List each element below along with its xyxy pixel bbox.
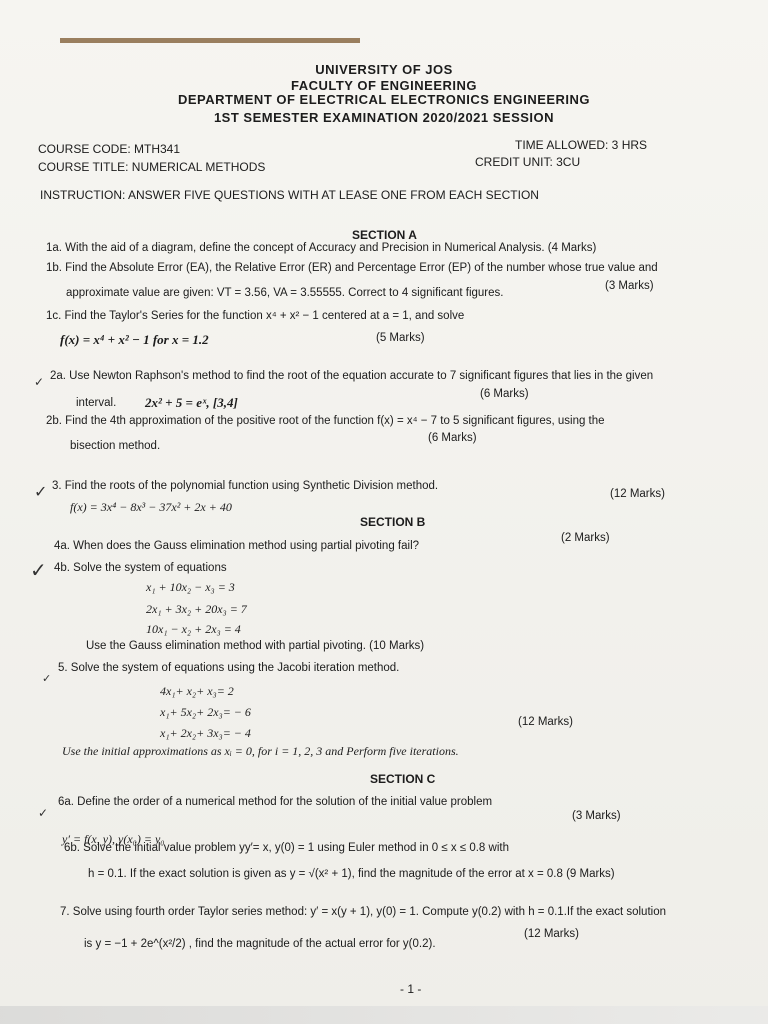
q1c-line1: 1c. Find the Taylor's Series for the function x⁴ + x² − 1 centered at a = 1, and solve [46, 310, 465, 322]
university-name: UNIVERSITY OF JOS [315, 62, 453, 77]
q5: 5. Solve the system of equations using the Jacobi iteration method. [58, 662, 400, 674]
q6a: 6a. Define the order of a numerical method for the solution of the initial value problem [58, 796, 493, 808]
q1b-line1: 1b. Find the Absolute Error (EA), the Relative Error (ER) and Percentage Error (EP) of the number whose true value and [46, 262, 658, 274]
check-mark-icon: ✓ [34, 375, 45, 389]
q5-note: Use the initial approximations as xᵢ = 0, for i = 1, 2, 3 and Perform five iterations. [62, 744, 459, 758]
q7-line2: is y = −1 + 2e^(x²/2) , find the magnitude of the actual error for y(0.2). [84, 938, 436, 950]
q4b-equation-1: x₁ + 10x₂ − x₃ = 3 [146, 580, 235, 594]
q4b-equation-3: 10x₁ − x₂ + 2x₃ = 4 [146, 622, 241, 636]
section-a-title: SECTION A [352, 228, 417, 242]
course-code: COURSE CODE: MTH341 [38, 142, 181, 156]
q1a: 1a. With the aid of a diagram, define the concept of Accuracy and Precision in Numerical Analysis. (4 Marks) [46, 242, 597, 254]
q2a-line1: 2a. Use Newton Raphson's method to find the root of the equation accurate to 7 significant figures that lies in the given [50, 370, 654, 382]
q6a-marks: (3 Marks) [572, 810, 621, 822]
q2a-line2: interval. [76, 397, 117, 409]
check-mark-icon: ✓ [34, 484, 48, 501]
check-mark-icon: ✓ [30, 560, 47, 582]
instruction: INSTRUCTION: ANSWER FIVE QUESTIONS WITH AT LEASE ONE FROM EACH SECTION [40, 188, 539, 202]
q6a-equation: y′ = f(x, y), y(x₀) = y₀ [62, 832, 165, 846]
section-c-title: SECTION C [370, 772, 436, 786]
q4b: 4b. Solve the system of equations [54, 562, 227, 574]
bottom-edge-shadow [0, 1006, 768, 1024]
q4a-marks: (2 Marks) [561, 532, 610, 544]
q2a-equation: 2x² + 5 = eˣ, [3,4] [145, 395, 238, 410]
q5-marks: (12 Marks) [518, 716, 573, 728]
faculty-name: FACULTY OF ENGINEERING [290, 78, 478, 93]
q1b-line2: approximate value are given: VT = 3.56, VA = 3.55555. Correct to 4 significant figures. [66, 287, 504, 299]
time-allowed: TIME ALLOWED: 3 HRS [515, 138, 648, 152]
top-edge-strip [60, 38, 360, 43]
q3-marks: (12 Marks) [610, 488, 665, 500]
q4b-equation-2: 2x₁ + 3x₂ + 20x₃ = 7 [146, 602, 247, 616]
q2a-marks: (6 Marks) [480, 388, 529, 400]
course-title: COURSE TITLE: NUMERICAL METHODS [38, 160, 266, 174]
page-number: - 1 - [400, 982, 422, 996]
q5-equation-1: 4x₁+ x₂+ x₃= 2 [160, 684, 234, 698]
q7-marks: (12 Marks) [524, 928, 579, 940]
department-name: DEPARTMENT OF ELECTRICAL ELECTRONICS ENGINEERING [177, 92, 591, 107]
check-mark-icon: ✓ [38, 806, 49, 820]
q2b-line2: bisection method. [70, 440, 161, 452]
q4a: 4a. When does the Gauss elimination method using partial pivoting fail? [54, 540, 420, 552]
q2b-line1: 2b. Find the 4th approximation of the positive root of the function f(x) = x⁴ − 7 to 5 significant figures, using the [46, 415, 605, 427]
q6b-line1: 6b. Solve the initial value problem yy′= x, y(0) = 1 using Euler method in 0 ≤ x ≤ 0.8 with [64, 842, 509, 854]
q5-equation-2: x₁+ 5x₂+ 2x₃= − 6 [160, 705, 251, 719]
q3-line1: 3. Find the roots of the polynomial function using Synthetic Division method. [52, 480, 439, 492]
q1b-marks: (3 Marks) [605, 280, 654, 292]
q1c-marks: (5 Marks) [376, 332, 425, 344]
q4b-method: Use the Gauss elimination method with partial pivoting. (10 Marks) [86, 640, 425, 652]
section-b-title: SECTION B [360, 515, 426, 529]
credit-unit: CREDIT UNIT: 3CU [475, 155, 581, 169]
q6b-line2: h = 0.1. If the exact solution is given as y = √(x² + 1), find the magnitude of the error at x = 0.8 (9 Marks) [88, 868, 615, 880]
q7-line1: 7. Solve using fourth order Taylor series method: y′ = x(y + 1), y(0) = 1. Compute y(0.2) with h = 0.1.If the exact solution [60, 906, 666, 918]
check-mark-icon: ✓ [42, 673, 52, 685]
q3-equation: f(x) = 3x⁴ − 8x³ − 37x² + 2x + 40 [70, 500, 232, 514]
semester-title: 1ST SEMESTER EXAMINATION 2020/2021 SESSION [213, 110, 555, 125]
q1c-equation: f(x) = x⁴ + x² − 1 for x = 1.2 [60, 332, 209, 347]
q2b-marks: (6 Marks) [428, 432, 477, 444]
q5-equation-3: x₁+ 2x₂+ 3x₃= − 4 [160, 726, 251, 740]
